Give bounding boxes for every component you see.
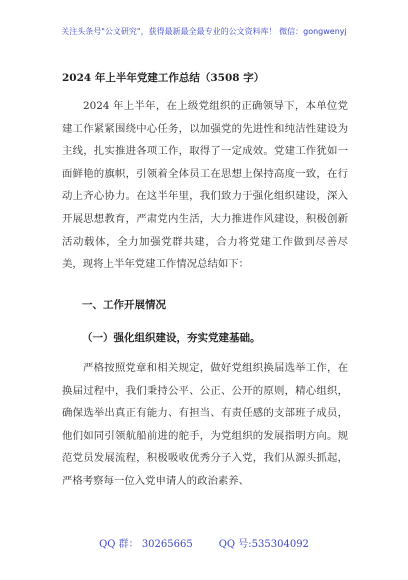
- subsection-heading: （一）强化组织建设，夯实党建基础。: [82, 332, 261, 344]
- section-heading: 一、工作开展情况: [82, 299, 166, 311]
- footer-qq-group: QQ 群： 30265665: [99, 539, 193, 550]
- subsection-paragraph: 严格按照党章和相关规定，做好党组织换届选举工作，在换届过程中，我们秉持公平、公正、公开的原则，精心组织，确保选举出真正有能力、有担当、有责任感的支部班子成员，他们如同引领航船前进的舵手，为党组织的发展指明方向。规范党员发展流程，积极吸收优秀分子入党，我们从源头抓起，严格考察每一位入党申请人的政治素养、: [62, 362, 348, 487]
- header-banner: 关注头条号"公文研究"，获得最新最全最专业的公文资料库！ 微信：gongwenyj: [61, 27, 347, 36]
- footer-qq-number: QQ 号:535304092: [218, 539, 309, 550]
- document-title: 2024 年上半年党建工作总结（3508 字）: [62, 72, 265, 84]
- footer-contact: [0, 535, 408, 550]
- intro-paragraph: 2024 年上半年，在上级党组织的正确领导下，本单位党建工作紧紧围绕中心任务，以加强党的先进性和纯洁性建设为主线，扎实推进各项工作，取得了一定成效。党建工作犹如一面鲜艳的旗帜，引领着全体员工在思想上保持高度一致，在行动上齐心协力。在这半年里，我们致力于强化组织建设，深入开展思想教育，严肃党内生活，大力推进作风建设，积极创新活动载体，全力加强党群共建，合力将党建工作做到尽善尽美，现将上半年党建工作情况总结如下：: [62, 100, 348, 271]
